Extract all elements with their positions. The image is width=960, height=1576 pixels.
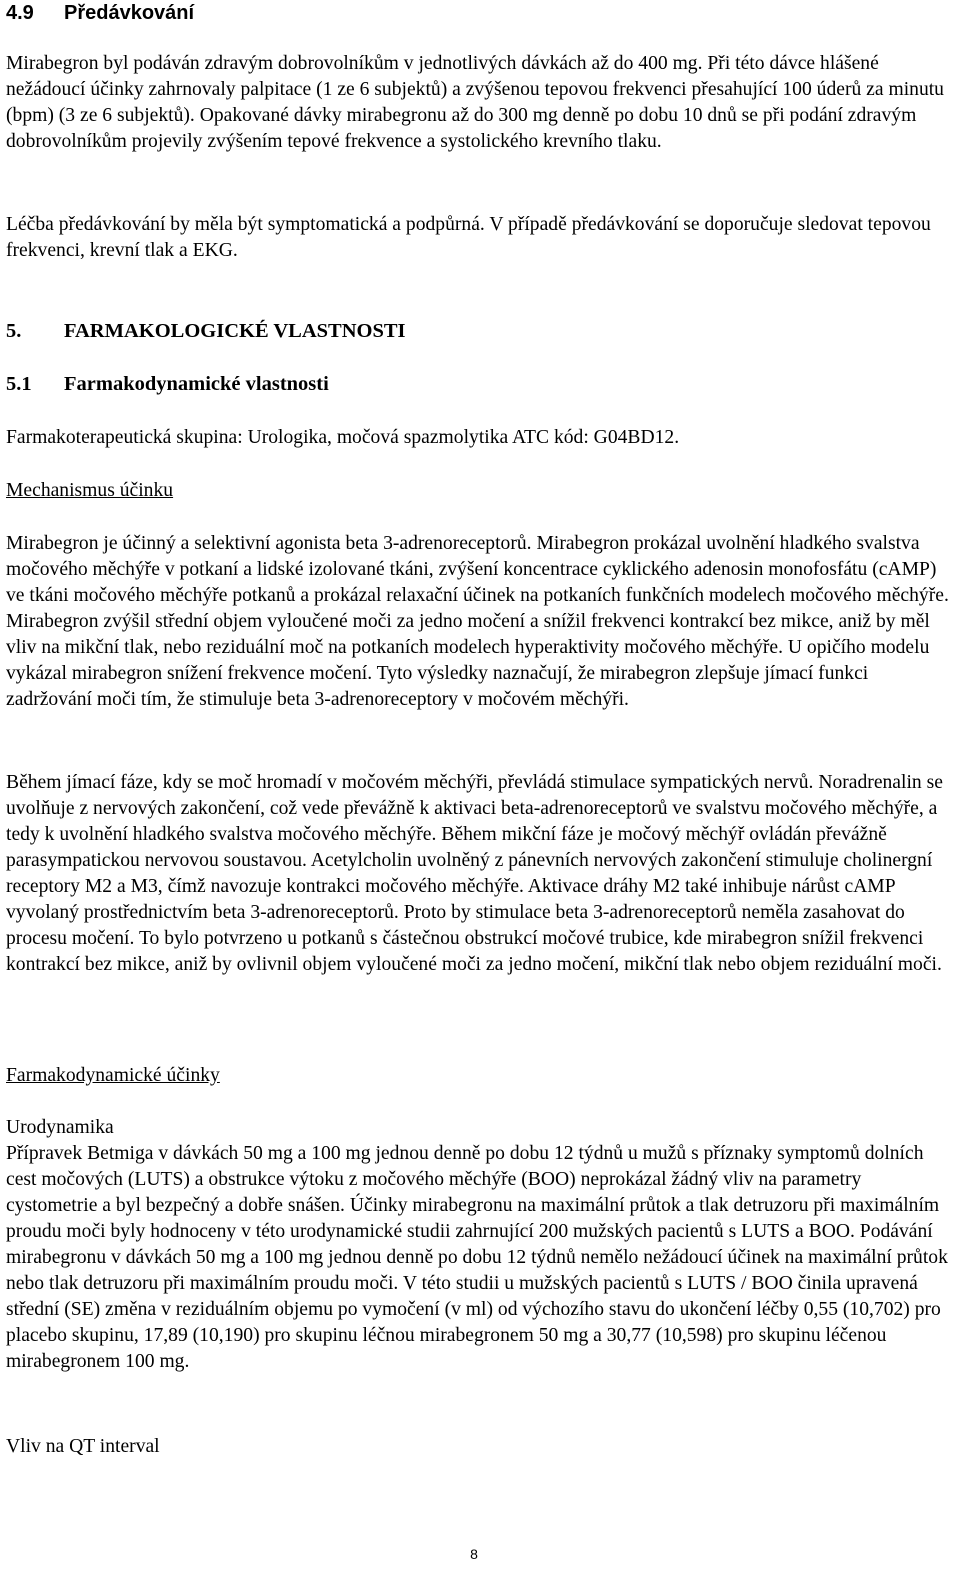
mechanism-heading: Mechanismus účinku: [6, 480, 174, 501]
section-title: Předávkování: [64, 2, 195, 24]
section-heading-5: [6, 318, 954, 344]
urodynamics-label: Urodynamika: [6, 1117, 114, 1138]
paragraph-mechanism-2: Během jímací fáze, kdy se moč hromadí v močovém měchýři, převládá stimulace sympatických nervů. Noradrenalin se uvolňuje z nervových zakončení, což vede převážně k aktivaci beta-adrenoreceptorů ve svalstvu močového měchýře, a tedy k uvolnění hladkého svalstva močového měchýře. Během mikční fáze je močový měchýř ovládán převážně parasympatickou nervovou soustavou. Acetylcholin uvolněný z pánevních nervových zakončení stimuluje cholinergní receptory M2 a M3, čímž navozuje kontrakci močového měchýře. Aktivace dráhy M2 také inhibuje nárůst cAMP vyvolaný prostřednictvím beta 3-adrenoreceptorů. Proto by stimulace beta 3-adrenoreceptorů neměla zasahovat do procesu močení. To bylo potvrzeno u potkanů s částečnou obstrukcí močové trubice, kde mirabegron snížil frekvenci kontrakcí bez mikce, aniž by ovlivnil objem vyloučené moči za jedno močení, mikční tlak nebo objem reziduální moči.: [6, 772, 943, 975]
paragraph-mechanism-1: Mirabegron je účinný a selektivní agonista beta 3-adrenoreceptorů. Mirabegron prokázal uvolnění hladkého svalstva močového měchýře v potkaní a lidské izolované tkáni, zvýšení koncentrace cyklického adenosin monofosfátu (cAMP) ve tkáni močového měchýře potkanů a prokázal relaxační účinek na potkaních funkčních modelech močového měchýře. Mirabegron zvýšil střední objem vyloučené moči za jedno močení a snížil frekvenci kontrakcí bez mikce, aniž by měl vliv na mikční tlak, nebo reziduální moč na potkaních modelech hyperaktivity močového měchýře. U opičího modelu vykázal mirabegron snížení frekvence močení. Tyto výsledky naznačují, že mirabegron zlepšuje jímací funkci zadržování moči tím, že stimuluje beta 3-adrenoreceptory v močovém měchýři.: [6, 533, 949, 710]
paragraph-overdose-2: Léčba předávkování by měla být symptomatická a podpůrná. V případě předávkování se doporučuje sledovat tepovou frekvenci, krevní tlak a EKG.: [6, 214, 931, 261]
atc-line: Farmakoterapeutická skupina: Urologika, močová spazmolytika ATC kód: G04BD12.: [6, 427, 680, 448]
pd-effects-heading: Farmakodynamické účinky: [6, 1065, 220, 1086]
section-number: 4.9: [6, 2, 34, 24]
section-number: 5.: [6, 320, 22, 342]
section-title: Farmakodynamické vlastnosti: [64, 373, 329, 395]
section-title: FARMAKOLOGICKÉ VLASTNOSTI: [64, 320, 406, 342]
section-number: 5.1: [6, 373, 32, 395]
paragraph-overdose-1: Mirabegron byl podáván zdravým dobrovolníkům v jednotlivých dávkách až do 400 mg. Při této dávce hlášené nežádoucí účinky zahrnovaly palpitace (1 ze 6 subjektů) a zvýšenou tepovou frekvenci přesahující 100 úderů za minutu (bpm) (3 ze 6 subjektů). Opakované dávky mirabegronu až do 300 mg denně po dobu 10 dnů se při podání zdravým dobrovolníkům projevily zvýšením tepové frekvence a systolického krevního tlaku.: [6, 53, 944, 152]
section-heading-4-9: [6, 0, 194, 26]
section-heading-5-1: [6, 371, 954, 397]
paragraph-urodynamics: Přípravek Betmiga v dávkách 50 mg a 100 mg jednou denně po dobu 12 týdnů u mužů s příznaky symptomů dolních cest močových (LUTS) a obstrukce výtoku z močového měchýře (BOO) neprokázal žádný vliv na parametry cystometrie a byl bezpečný a dobře snášen. Účinky mirabegronu na maximální průtok a tlak detruzoru při maximálním proudu moči byly hodnoceny v této urodynamické studii zahrnující 200 mužských pacientů s LUTS a BOO. Podávání mirabegronu v dávkách 50 mg a 100 mg jednou denně po dobu 12 týdnů nemělo nežádoucí účinek na maximální průtok nebo tlak detruzoru při maximálním proudu moči. V této studii u mužských pacientů s LUTS / BOO činila upravená střední (SE) změna v reziduálním objemu po vymočení (v ml) od výchozího stavu do ukončení léčby 0,55 (10,702) pro placebo skupinu, 17,89 (10,190) pro skupinu léčnou mirabegronem 50 mg a 30,77 (10,598) pro skupinu léčenou mirabegronem 100 mg.: [6, 1143, 948, 1372]
qt-interval-label: Vliv na QT interval: [6, 1436, 160, 1457]
page-number: 8: [470, 1546, 478, 1562]
